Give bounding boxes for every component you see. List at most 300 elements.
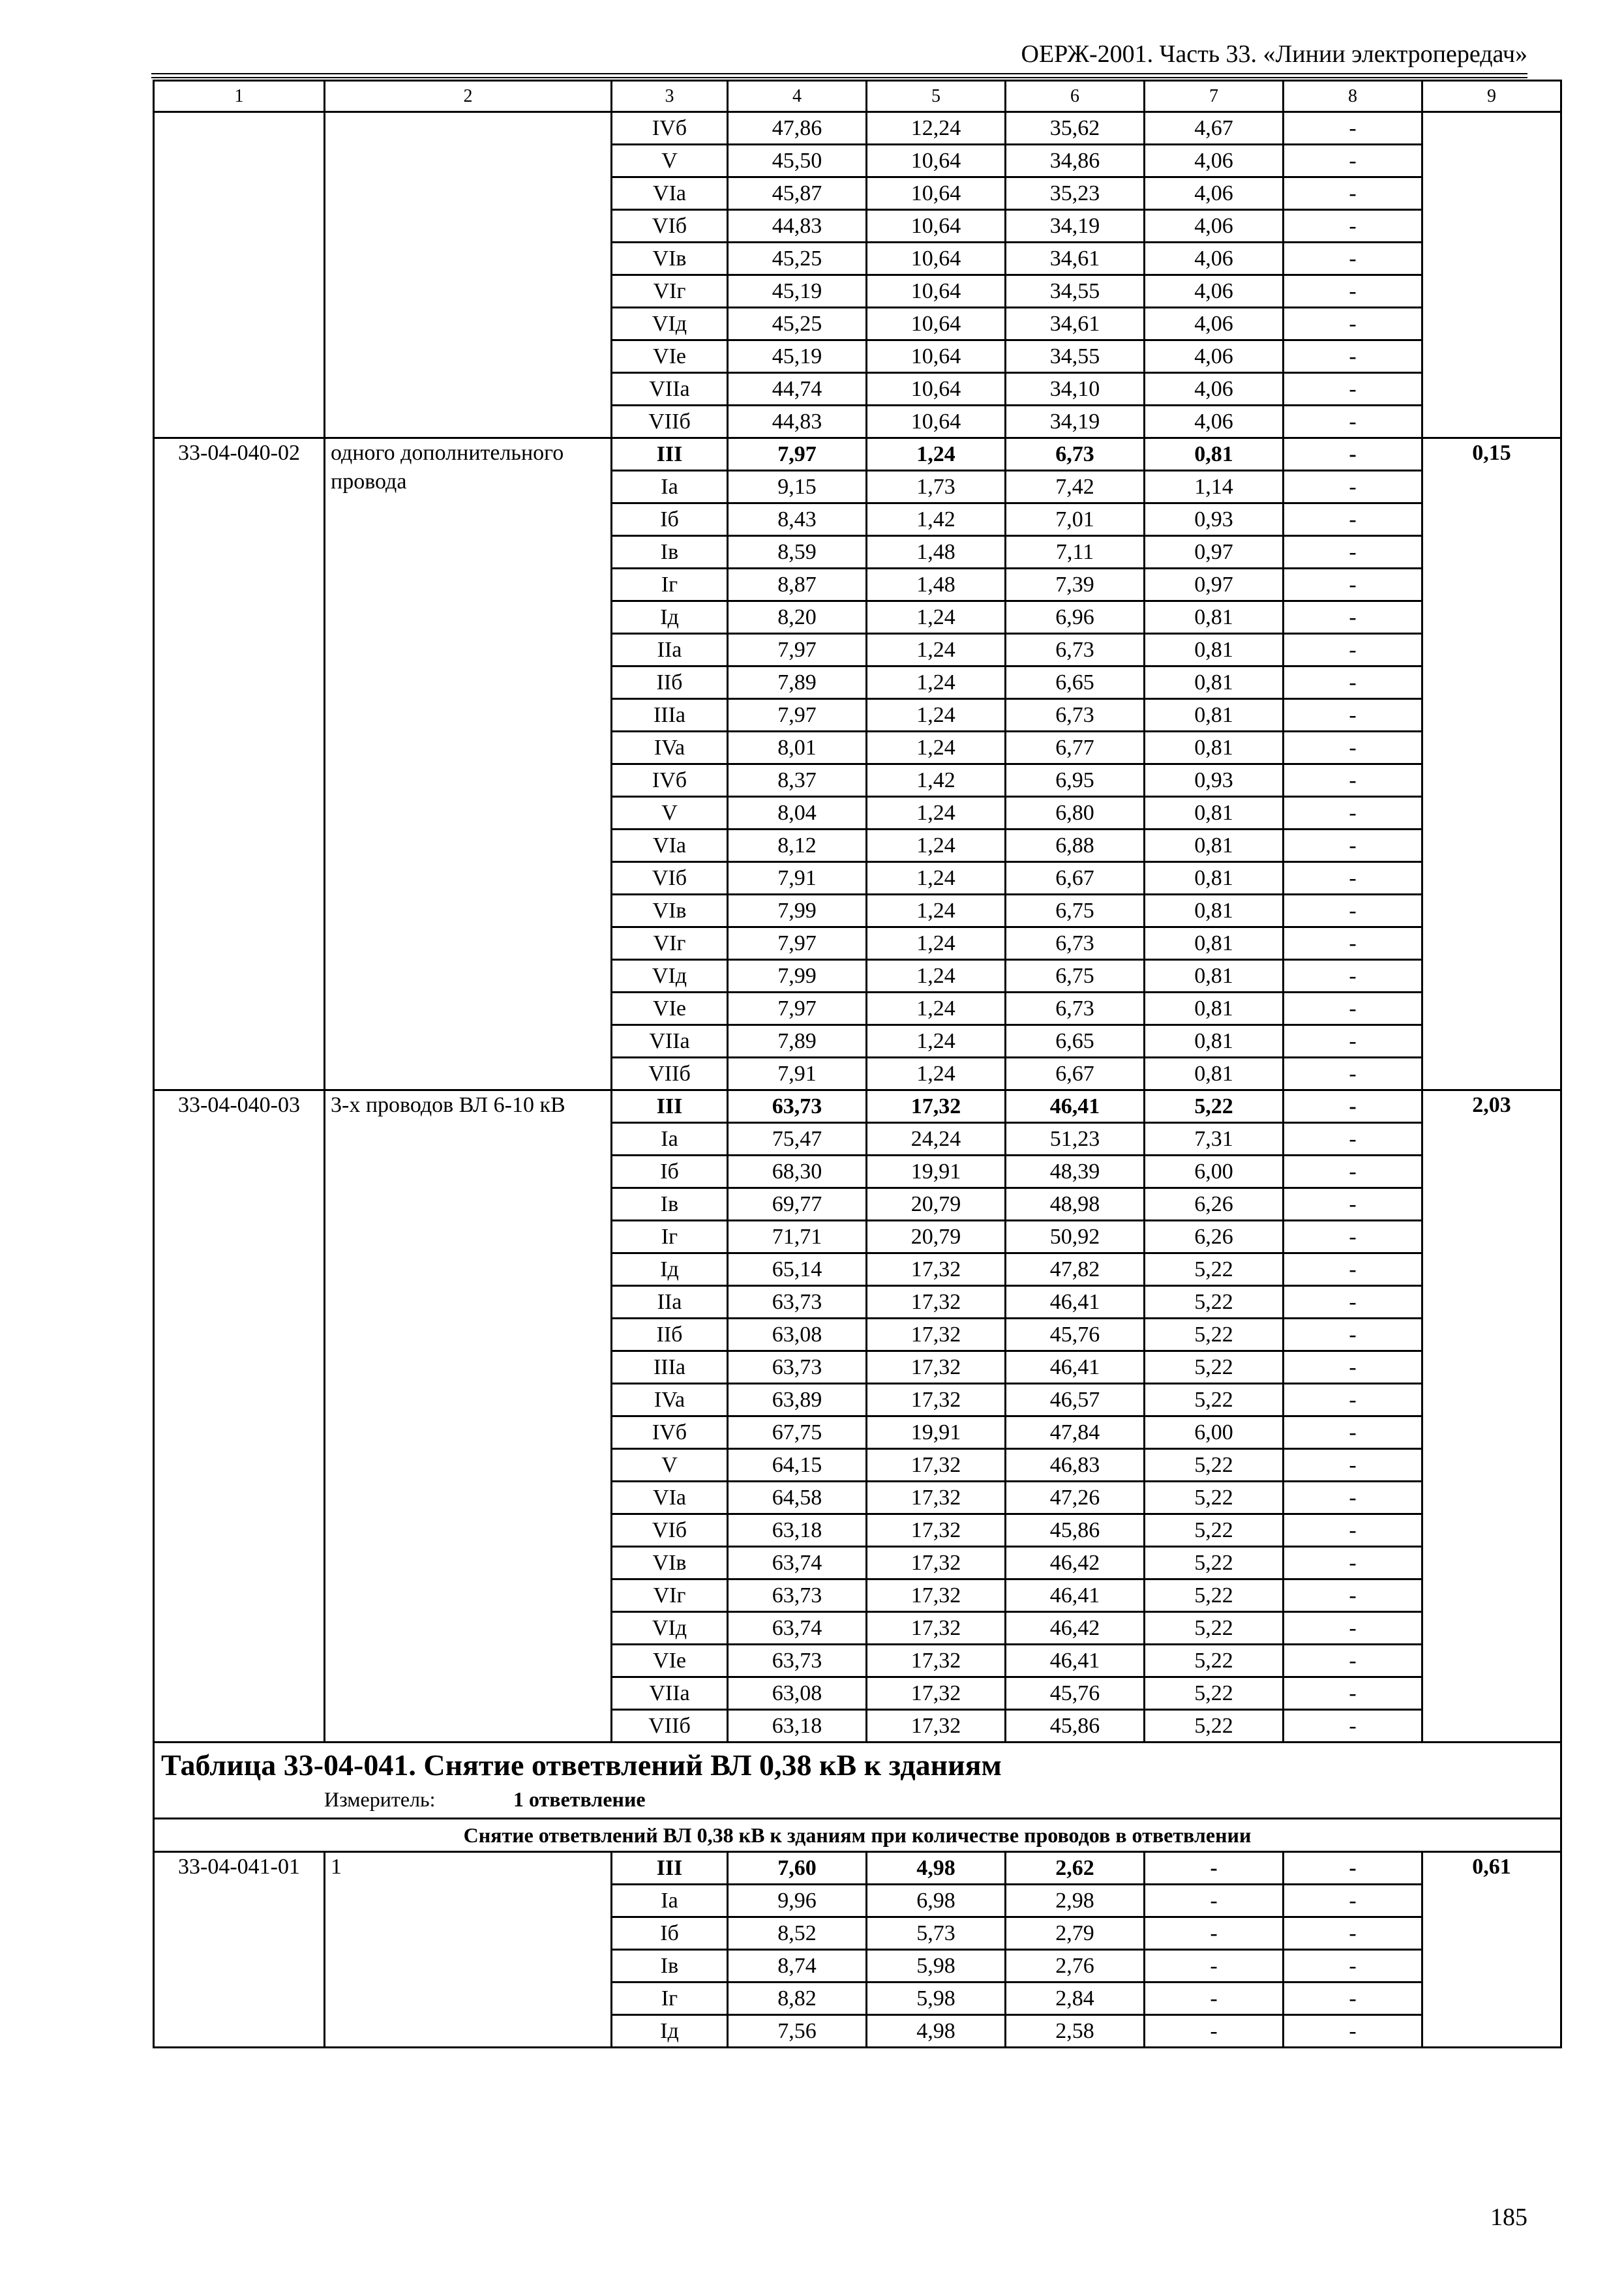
value-cell: - — [1284, 927, 1422, 960]
territory-zone-cell: Iд — [612, 2015, 728, 2048]
value-cell: 46,42 — [1006, 1547, 1145, 1579]
value-cell: 47,86 — [728, 112, 867, 145]
territory-zone-cell: IVб — [612, 112, 728, 145]
value-cell: 1,42 — [867, 503, 1006, 536]
territory-zone-cell: VIa — [612, 1482, 728, 1514]
rate-name-cell: 3-х проводов ВЛ 6-10 кВ — [325, 1090, 612, 1743]
value-cell: - — [1284, 1449, 1422, 1482]
value-cell: 17,32 — [867, 1645, 1006, 1677]
territory-zone-cell: IVa — [612, 1384, 728, 1416]
value-cell: 64,15 — [728, 1449, 867, 1482]
territory-zone-cell: VIa — [612, 177, 728, 210]
value-cell: - — [1284, 993, 1422, 1025]
value-cell: - — [1284, 1384, 1422, 1416]
value-cell: - — [1145, 1852, 1284, 1885]
value-cell: 5,22 — [1145, 1253, 1284, 1286]
value-cell: - — [1284, 308, 1422, 340]
value-cell: 4,06 — [1145, 243, 1284, 275]
value-cell: 5,22 — [1145, 1547, 1284, 1579]
value-cell: 0,81 — [1145, 993, 1284, 1025]
value-cell: 6,67 — [1006, 862, 1145, 895]
value-cell: 8,20 — [728, 601, 867, 634]
value-cell: 8,04 — [728, 797, 867, 830]
value-cell: 47,84 — [1006, 1416, 1145, 1449]
territory-zone-cell: IIб — [612, 1319, 728, 1351]
value-cell: 44,83 — [728, 210, 867, 243]
territory-zone-cell: IIa — [612, 634, 728, 666]
rate-name-cell: одного дополнительного провода — [325, 438, 612, 1090]
value-cell: 17,32 — [867, 1677, 1006, 1710]
column-number: 3 — [612, 81, 728, 112]
table-row — [154, 438, 1561, 471]
value-cell: - — [1284, 1416, 1422, 1449]
value-cell: 34,86 — [1006, 145, 1145, 177]
territory-zone-cell: VIв — [612, 1547, 728, 1579]
value-cell: 6,80 — [1006, 797, 1145, 830]
territory-zone-cell: Iд — [612, 601, 728, 634]
value-cell: 6,65 — [1006, 1025, 1145, 1058]
territory-zone-cell: IVб — [612, 1416, 728, 1449]
territory-zone-cell: IVб — [612, 764, 728, 797]
value-cell: 6,00 — [1145, 1156, 1284, 1188]
value-cell: - — [1284, 960, 1422, 993]
value-cell: 10,64 — [867, 275, 1006, 308]
value-cell: 5,22 — [1145, 1482, 1284, 1514]
value-cell: - — [1284, 666, 1422, 699]
value-cell: 5,73 — [867, 1917, 1006, 1950]
value-cell: - — [1145, 1950, 1284, 1982]
territory-zone-cell: VIг — [612, 927, 728, 960]
value-cell: 8,43 — [728, 503, 867, 536]
value-cell: - — [1284, 210, 1422, 243]
value-cell: 35,23 — [1006, 177, 1145, 210]
table-row — [154, 112, 1561, 145]
value-cell: 5,98 — [867, 1950, 1006, 1982]
territory-zone-cell: VIд — [612, 960, 728, 993]
value-cell: 34,10 — [1006, 373, 1145, 406]
value-cell: - — [1284, 1253, 1422, 1286]
value-cell: 65,14 — [728, 1253, 867, 1286]
value-cell: 4,67 — [1145, 112, 1284, 145]
value-cell: 63,73 — [728, 1579, 867, 1612]
value-cell: 71,71 — [728, 1221, 867, 1253]
table-body — [154, 81, 1561, 2048]
value-cell: 34,19 — [1006, 406, 1145, 438]
value-cell: 12,24 — [867, 112, 1006, 145]
value-cell: 6,75 — [1006, 960, 1145, 993]
value-cell: 19,91 — [867, 1416, 1006, 1449]
value-cell: 7,11 — [1006, 536, 1145, 569]
value-cell: 45,86 — [1006, 1710, 1145, 1743]
value-cell: 20,79 — [867, 1221, 1006, 1253]
value-cell: - — [1284, 1286, 1422, 1319]
value-cell: 10,64 — [867, 308, 1006, 340]
value-cell: - — [1284, 797, 1422, 830]
rate-code-cell: 33-04-040-02 — [154, 438, 325, 1090]
value-cell: 7,99 — [728, 960, 867, 993]
value-cell: 10,64 — [867, 145, 1006, 177]
column-number: 5 — [867, 81, 1006, 112]
table-title-row — [154, 1743, 1561, 1819]
value-cell: 4,06 — [1145, 177, 1284, 210]
value-cell: 1,24 — [867, 830, 1006, 862]
territory-zone-cell: VIIб — [612, 406, 728, 438]
territory-zone-cell: Iг — [612, 1221, 728, 1253]
value-cell: 2,79 — [1006, 1917, 1145, 1950]
value-cell: 20,79 — [867, 1188, 1006, 1221]
value-cell: 0,93 — [1145, 503, 1284, 536]
value-cell: 1,24 — [867, 634, 1006, 666]
value-cell: 67,75 — [728, 1416, 867, 1449]
value-cell: 6,26 — [1145, 1221, 1284, 1253]
value-cell: 9,15 — [728, 471, 867, 503]
table-row — [154, 1852, 1561, 1885]
territory-zone-cell: III — [612, 1090, 728, 1123]
value-cell: 63,18 — [728, 1514, 867, 1547]
value-cell: 17,32 — [867, 1090, 1006, 1123]
value-cell: 0,81 — [1145, 732, 1284, 764]
territory-zone-cell: Iв — [612, 1188, 728, 1221]
value-cell: 1,73 — [867, 471, 1006, 503]
value-cell: 46,57 — [1006, 1384, 1145, 1416]
value-cell: 7,31 — [1145, 1123, 1284, 1156]
value-cell: 1,24 — [867, 438, 1006, 471]
value-cell: - — [1284, 1612, 1422, 1645]
rate-code-cell — [154, 112, 325, 438]
value-cell: 1,24 — [867, 601, 1006, 634]
value-cell: 63,74 — [728, 1612, 867, 1645]
value-cell: 45,25 — [728, 308, 867, 340]
territory-zone-cell: Ia — [612, 1123, 728, 1156]
value-cell: 17,32 — [867, 1384, 1006, 1416]
territory-zone-cell: IIa — [612, 1286, 728, 1319]
value-cell: 0,81 — [1145, 438, 1284, 471]
rate-code-cell: 33-04-040-03 — [154, 1090, 325, 1743]
page-number: 185 — [1490, 2204, 1527, 2231]
value-cell: 7,60 — [728, 1852, 867, 1885]
value-cell: 9,96 — [728, 1885, 867, 1917]
value-cell: 6,96 — [1006, 601, 1145, 634]
territory-zone-cell: V — [612, 145, 728, 177]
value-cell: 8,01 — [728, 732, 867, 764]
value-cell: 63,08 — [728, 1319, 867, 1351]
value-cell: 6,73 — [1006, 634, 1145, 666]
value-cell: - — [1284, 1645, 1422, 1677]
value-cell: 51,23 — [1006, 1123, 1145, 1156]
territory-zone-cell: VIг — [612, 275, 728, 308]
territory-zone-cell: IIIa — [612, 1351, 728, 1384]
rate-name-cell: 1 — [325, 1852, 612, 2048]
value-cell: 2,58 — [1006, 2015, 1145, 2048]
value-cell: 45,76 — [1006, 1319, 1145, 1351]
value-cell: 6,73 — [1006, 438, 1145, 471]
value-cell: 5,98 — [867, 1982, 1006, 2015]
value-cell: 2,76 — [1006, 1950, 1145, 1982]
value-cell: 50,92 — [1006, 1221, 1145, 1253]
value-cell: - — [1284, 503, 1422, 536]
column-number: 1 — [154, 81, 325, 112]
meter-value: 1 ответвление — [513, 1788, 646, 1811]
value-cell: - — [1284, 112, 1422, 145]
value-cell: 0,81 — [1145, 699, 1284, 732]
territory-zone-cell: VIд — [612, 1612, 728, 1645]
value-cell: 44,83 — [728, 406, 867, 438]
value-cell: - — [1284, 601, 1422, 634]
value-cell: - — [1284, 1677, 1422, 1710]
territory-zone-cell: III — [612, 1852, 728, 1885]
value-cell: 7,97 — [728, 699, 867, 732]
territory-zone-cell: V — [612, 1449, 728, 1482]
value-cell: 17,32 — [867, 1710, 1006, 1743]
value-cell: 0,81 — [1145, 1025, 1284, 1058]
value-cell: - — [1284, 1123, 1422, 1156]
value-cell: 46,42 — [1006, 1612, 1145, 1645]
value-cell: 5,22 — [1145, 1677, 1284, 1710]
value-cell: 5,22 — [1145, 1514, 1284, 1547]
value-cell: 8,12 — [728, 830, 867, 862]
value-cell: 1,48 — [867, 536, 1006, 569]
running-header: ОЕРЖ-2001. Часть 33. «Линии электропередач» — [1021, 40, 1527, 68]
value-cell: - — [1284, 177, 1422, 210]
value-cell: 17,32 — [867, 1253, 1006, 1286]
value-cell: - — [1145, 2015, 1284, 2048]
territory-zone-cell: VIIa — [612, 1025, 728, 1058]
territory-zone-cell: VIIб — [612, 1710, 728, 1743]
value-cell: - — [1284, 438, 1422, 471]
column-number: 6 — [1006, 81, 1145, 112]
value-cell: 46,41 — [1006, 1090, 1145, 1123]
value-cell: - — [1284, 1156, 1422, 1188]
territory-zone-cell: III — [612, 438, 728, 471]
value-cell: 0,93 — [1145, 764, 1284, 797]
value-cell: 45,19 — [728, 275, 867, 308]
value-cell: 1,24 — [867, 927, 1006, 960]
value-cell: 8,52 — [728, 1917, 867, 1950]
value-cell: 4,98 — [867, 1852, 1006, 1885]
value-cell: 4,06 — [1145, 308, 1284, 340]
value-cell: 0,97 — [1145, 569, 1284, 601]
value-cell: 48,39 — [1006, 1156, 1145, 1188]
value-cell: 0,81 — [1145, 960, 1284, 993]
value-cell: 7,97 — [728, 438, 867, 471]
value-cell: 4,98 — [867, 2015, 1006, 2048]
header-rule — [151, 73, 1527, 74]
value-cell: - — [1284, 830, 1422, 862]
value-cell: - — [1284, 1885, 1422, 1917]
value-cell: 6,88 — [1006, 830, 1145, 862]
value-cell: 6,26 — [1145, 1188, 1284, 1221]
value-cell: 63,08 — [728, 1677, 867, 1710]
territory-zone-cell: Ia — [612, 471, 728, 503]
column-number: 4 — [728, 81, 867, 112]
value-cell: - — [1284, 1514, 1422, 1547]
value-cell: - — [1284, 1950, 1422, 1982]
value-cell: 34,55 — [1006, 340, 1145, 373]
value-cell: 10,64 — [867, 177, 1006, 210]
value-cell: 17,32 — [867, 1612, 1006, 1645]
territory-zone-cell: IVa — [612, 732, 728, 764]
territory-zone-cell: VIIa — [612, 1677, 728, 1710]
territory-zone-cell: Iб — [612, 503, 728, 536]
value-cell: 0,81 — [1145, 666, 1284, 699]
value-cell: 7,91 — [728, 1058, 867, 1090]
value-cell: 68,30 — [728, 1156, 867, 1188]
column-9-cell: 2,03 — [1422, 1090, 1561, 1743]
column-number: 9 — [1422, 81, 1561, 112]
value-cell: 10,64 — [867, 406, 1006, 438]
table-row — [154, 1090, 1561, 1123]
value-cell: - — [1284, 275, 1422, 308]
value-cell: - — [1284, 732, 1422, 764]
value-cell: 6,73 — [1006, 699, 1145, 732]
territory-zone-cell: VIв — [612, 895, 728, 927]
value-cell: 1,14 — [1145, 471, 1284, 503]
territory-zone-cell: VIe — [612, 993, 728, 1025]
value-cell: 63,73 — [728, 1645, 867, 1677]
value-cell: - — [1284, 1188, 1422, 1221]
value-cell: 7,97 — [728, 993, 867, 1025]
subheading-row — [154, 1819, 1561, 1852]
value-cell: 10,64 — [867, 373, 1006, 406]
value-cell: 1,24 — [867, 960, 1006, 993]
value-cell: - — [1284, 340, 1422, 373]
column-number: 8 — [1284, 81, 1422, 112]
value-cell: 1,24 — [867, 797, 1006, 830]
value-cell: 46,41 — [1006, 1579, 1145, 1612]
value-cell: 63,73 — [728, 1090, 867, 1123]
value-cell: - — [1284, 1852, 1422, 1885]
value-cell: - — [1284, 145, 1422, 177]
value-cell: 17,32 — [867, 1319, 1006, 1351]
value-cell: 45,50 — [728, 145, 867, 177]
territory-zone-cell: VIe — [612, 340, 728, 373]
value-cell: 4,06 — [1145, 340, 1284, 373]
value-cell: 10,64 — [867, 210, 1006, 243]
value-cell: 0,81 — [1145, 862, 1284, 895]
value-cell: 1,24 — [867, 699, 1006, 732]
value-cell: 10,64 — [867, 243, 1006, 275]
territory-zone-cell: VIг — [612, 1579, 728, 1612]
value-cell: 6,73 — [1006, 993, 1145, 1025]
value-cell: - — [1284, 1025, 1422, 1058]
value-cell: 8,74 — [728, 1950, 867, 1982]
column-number: 7 — [1145, 81, 1284, 112]
value-cell: 0,81 — [1145, 601, 1284, 634]
column-number: 2 — [325, 81, 612, 112]
value-cell: - — [1145, 1982, 1284, 2015]
value-cell: 7,01 — [1006, 503, 1145, 536]
value-cell: 1,24 — [867, 666, 1006, 699]
value-cell: 5,22 — [1145, 1384, 1284, 1416]
value-cell: 7,42 — [1006, 471, 1145, 503]
value-cell: 0,81 — [1145, 1058, 1284, 1090]
value-cell: 17,32 — [867, 1286, 1006, 1319]
value-cell: - — [1284, 2015, 1422, 2048]
value-cell: 47,26 — [1006, 1482, 1145, 1514]
value-cell: - — [1284, 471, 1422, 503]
value-cell: 0,81 — [1145, 797, 1284, 830]
value-cell: 17,32 — [867, 1482, 1006, 1514]
value-cell: 6,73 — [1006, 927, 1145, 960]
value-cell: 6,65 — [1006, 666, 1145, 699]
value-cell: 45,86 — [1006, 1514, 1145, 1547]
value-cell: 63,73 — [728, 1351, 867, 1384]
value-cell: 5,22 — [1145, 1319, 1284, 1351]
territory-zone-cell: Ia — [612, 1885, 728, 1917]
value-cell: 75,47 — [728, 1123, 867, 1156]
territory-zone-cell: VIд — [612, 308, 728, 340]
value-cell: - — [1284, 1579, 1422, 1612]
table-title: Таблица 33-04-041. Снятие ответвлений ВЛ 0,38 кВ к зданиям — [161, 1748, 1002, 1782]
value-cell: 48,98 — [1006, 1188, 1145, 1221]
value-cell: 45,19 — [728, 340, 867, 373]
value-cell: 1,24 — [867, 1025, 1006, 1058]
value-cell: - — [1284, 243, 1422, 275]
territory-zone-cell: VIe — [612, 1645, 728, 1677]
value-cell: - — [1145, 1885, 1284, 1917]
value-cell: 10,64 — [867, 340, 1006, 373]
value-cell: - — [1284, 699, 1422, 732]
value-cell: 7,99 — [728, 895, 867, 927]
value-cell: 46,83 — [1006, 1449, 1145, 1482]
value-cell: 0,97 — [1145, 536, 1284, 569]
rate-code-cell: 33-04-041-01 — [154, 1852, 325, 2048]
value-cell: 1,42 — [867, 764, 1006, 797]
value-cell: 17,32 — [867, 1351, 1006, 1384]
value-cell: 5,22 — [1145, 1090, 1284, 1123]
territory-zone-cell: Iг — [612, 569, 728, 601]
value-cell: 5,22 — [1145, 1612, 1284, 1645]
value-cell: 44,74 — [728, 373, 867, 406]
value-cell: - — [1284, 1547, 1422, 1579]
value-cell: 34,61 — [1006, 243, 1145, 275]
value-cell: 7,39 — [1006, 569, 1145, 601]
territory-zone-cell: V — [612, 797, 728, 830]
value-cell: 1,24 — [867, 895, 1006, 927]
territory-zone-cell: VIб — [612, 862, 728, 895]
value-cell: 45,76 — [1006, 1677, 1145, 1710]
value-cell: 6,00 — [1145, 1416, 1284, 1449]
value-cell: 8,59 — [728, 536, 867, 569]
value-cell: 17,32 — [867, 1449, 1006, 1482]
value-cell: 0,81 — [1145, 634, 1284, 666]
value-cell: 63,18 — [728, 1710, 867, 1743]
table-subheading: Снятие ответвлений ВЛ 0,38 кВ к зданиям при количестве проводов в ответвлении — [154, 1819, 1561, 1852]
value-cell: 46,41 — [1006, 1351, 1145, 1384]
value-cell: 6,67 — [1006, 1058, 1145, 1090]
value-cell: 34,55 — [1006, 275, 1145, 308]
value-cell: 6,95 — [1006, 764, 1145, 797]
value-cell: - — [1284, 1319, 1422, 1351]
value-cell: - — [1284, 634, 1422, 666]
value-cell: 24,24 — [867, 1123, 1006, 1156]
value-cell: 4,06 — [1145, 210, 1284, 243]
territory-zone-cell: VIIб — [612, 1058, 728, 1090]
value-cell: 64,58 — [728, 1482, 867, 1514]
value-cell: 1,48 — [867, 569, 1006, 601]
value-cell: 1,24 — [867, 862, 1006, 895]
value-cell: 4,06 — [1145, 373, 1284, 406]
value-cell: 63,89 — [728, 1384, 867, 1416]
value-cell: 5,22 — [1145, 1449, 1284, 1482]
value-cell: 4,06 — [1145, 275, 1284, 308]
value-cell: - — [1284, 406, 1422, 438]
header-rule — [151, 77, 1527, 78]
value-cell: 69,77 — [728, 1188, 867, 1221]
value-cell: - — [1284, 1482, 1422, 1514]
value-cell: 7,89 — [728, 666, 867, 699]
value-cell: 0,81 — [1145, 927, 1284, 960]
